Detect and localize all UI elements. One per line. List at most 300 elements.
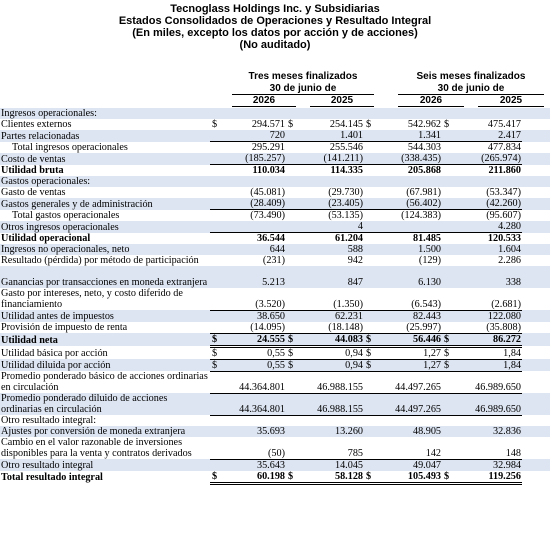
row-label: Otros ingresos operacionales (0, 221, 210, 233)
table-row (0, 187, 550, 198)
row-label: Cambio en el valor razonable de inversiones disponibles para la venta y contratos derivados (1, 437, 192, 459)
table-row (0, 333, 550, 346)
value-cell: 114.335 (330, 165, 363, 176)
currency-symbol (364, 322, 376, 334)
row-label: Utilidad bruta (1, 165, 64, 176)
currency-symbol (286, 198, 300, 210)
value-cell: 36.544 (256, 233, 285, 244)
value-cell: 847 (300, 266, 364, 288)
value-cell: (53.347) (486, 187, 521, 198)
table-row (0, 153, 550, 165)
value-cell: 255.546 (329, 142, 363, 153)
currency-symbol (210, 459, 222, 471)
row-label: Costo de ventas (0, 153, 210, 165)
currency-symbol (286, 165, 300, 177)
row-label: Promedio ponderado diluido de acciones ordinarias en circulación (0, 393, 210, 415)
currency-symbol (442, 165, 456, 177)
row-label: Resultado (pérdida) por método de participación (1, 255, 199, 266)
value-cell: 4 (300, 221, 364, 233)
row-spacer (522, 165, 550, 177)
value-cell: 44.364.801 (222, 371, 286, 393)
value-cell: 122.080 (456, 310, 522, 322)
currency-symbol (210, 221, 222, 233)
currency-symbol (286, 233, 300, 245)
row-spacer (522, 198, 550, 210)
currency-symbol (364, 426, 376, 437)
value-cell: 46.989.650 (456, 393, 522, 415)
value-cell: 44.364.801 (222, 393, 286, 415)
currency-symbol: $ (442, 471, 456, 484)
table-row (0, 322, 550, 334)
row-spacer (522, 393, 550, 415)
currency-symbol (210, 153, 222, 165)
value-cell: 0,94 (300, 346, 364, 359)
value-cell (222, 176, 286, 187)
currency-symbol (210, 371, 222, 393)
value-cell: 477.834 (487, 142, 521, 153)
statement-title: Estados Consolidados de Operaciones y Resultado Integral (118, 15, 432, 27)
value-cell: (53.135) (328, 210, 363, 221)
value-cell: (35.808) (456, 322, 522, 334)
value-cell: 148 (456, 437, 522, 459)
value-cell: (2.681) (456, 288, 522, 310)
value-cell (456, 108, 522, 119)
value-cell: 785 (300, 437, 364, 459)
value-cell: 49.047 (376, 459, 442, 471)
table-row (0, 176, 550, 187)
currency-symbol (442, 221, 456, 233)
value-cell: 1.341 (376, 130, 442, 142)
currency-symbol: $ (286, 333, 300, 346)
value-cell (300, 415, 364, 426)
row-label: Utilidad neta (0, 333, 210, 346)
table-row (0, 459, 550, 471)
three-months-year-2026: 2026 (232, 95, 296, 107)
value-cell: 120.533 (487, 233, 521, 244)
value-cell: 46.989.650 (456, 371, 522, 393)
currency-symbol (286, 415, 300, 426)
currency-symbol (364, 187, 376, 198)
currency-symbol (364, 255, 376, 266)
value-cell: 1,84 (456, 359, 522, 371)
row-label: Gasto de ventas (1, 187, 66, 198)
value-cell: 44.083 (300, 333, 364, 346)
table-row (0, 437, 550, 459)
row-label: Total ingresos operacionales (12, 142, 128, 153)
value-cell (222, 221, 286, 233)
row-label: Utilidad operacional (1, 233, 91, 244)
currency-symbol (442, 176, 456, 187)
company-name: Tecnoglass Holdings Inc. y Subsidiarias (170, 3, 380, 15)
currency-symbol (210, 198, 222, 210)
table-row (0, 142, 550, 154)
currency-symbol (442, 108, 456, 119)
value-cell (376, 176, 442, 187)
currency-symbol (286, 176, 300, 187)
currency-symbol (442, 233, 456, 245)
currency-symbol (286, 426, 300, 437)
currency-symbol (286, 393, 300, 415)
currency-symbol (364, 165, 376, 177)
currency-symbol (364, 198, 376, 210)
table-row (0, 210, 550, 222)
currency-symbol: $ (442, 359, 456, 371)
value-cell: 254.145 (329, 119, 363, 130)
currency-symbol (364, 437, 376, 459)
value-cell: 13.260 (300, 426, 364, 437)
currency-symbol (364, 459, 376, 471)
value-cell: 1.604 (456, 244, 522, 255)
value-cell: 4.280 (456, 221, 522, 233)
currency-symbol: $ (288, 119, 294, 130)
value-cell: 544.303 (407, 142, 441, 153)
row-spacer (522, 142, 550, 154)
currency-symbol: $ (210, 471, 222, 484)
value-cell (300, 176, 364, 187)
currency-symbol (442, 371, 456, 393)
value-cell: 0,55 (222, 346, 286, 359)
row-label: Total resultado integral (1, 472, 103, 483)
value-cell: 86.272 (456, 333, 522, 346)
currency-symbol (442, 310, 456, 322)
six-months-year-2025: 2025 (478, 95, 544, 107)
currency-symbol: $ (364, 471, 376, 484)
value-cell: 294.571 (251, 119, 285, 130)
row-spacer (522, 426, 550, 437)
value-cell: 81.485 (412, 233, 441, 244)
row-label: Total gastos operacionales (12, 210, 120, 221)
row-spacer (522, 119, 550, 130)
value-cell: 2.286 (498, 255, 521, 266)
three-months-heading: Tres meses finalizados (248, 71, 358, 82)
row-spacer (522, 322, 550, 334)
currency-symbol: $ (212, 119, 218, 130)
currency-symbol (286, 437, 300, 459)
row-label: Clientes externos (1, 119, 72, 130)
currency-symbol: $ (442, 333, 456, 346)
currency-symbol (210, 165, 222, 177)
audit-note: (No auditado) (239, 39, 311, 51)
value-cell: 24.555 (222, 333, 286, 346)
row-spacer (522, 459, 550, 471)
value-cell (222, 415, 286, 426)
value-cell: (95.607) (486, 210, 521, 221)
currency-symbol (210, 437, 222, 459)
six-months-heading: Seis meses finalizados (416, 71, 526, 82)
row-spacer (522, 108, 550, 119)
row-label: Gastos generales y de administración (0, 198, 210, 210)
value-cell: 105.493 (376, 471, 442, 484)
row-spacer (522, 130, 550, 142)
row-spacer (522, 415, 550, 426)
value-cell: 5.213 (222, 266, 286, 288)
currency-symbol (364, 130, 376, 142)
value-cell: 44.497.265 (376, 393, 442, 415)
six-months-year-2026: 2026 (398, 95, 464, 107)
currency-symbol (286, 108, 300, 119)
value-cell: 1,27 (376, 346, 442, 359)
value-cell: (14.095) (222, 322, 286, 334)
currency-symbol (442, 198, 456, 210)
currency-symbol: $ (364, 359, 376, 371)
currency-symbol (286, 130, 300, 142)
table-row (0, 108, 550, 119)
row-spacer (522, 333, 550, 346)
row-label: Ajustes por conversión de moneda extranjera (0, 426, 210, 437)
table-row (0, 471, 550, 484)
currency-symbol (364, 176, 376, 187)
currency-symbol: $ (286, 359, 300, 371)
currency-symbol (210, 393, 222, 415)
currency-symbol (442, 459, 456, 471)
currency-symbol: $ (286, 471, 300, 484)
value-cell: 60.198 (222, 471, 286, 484)
currency-symbol: $ (442, 346, 456, 359)
units-note: (En miles, excepto los datos por acción y de acciones) (132, 27, 418, 39)
value-cell: 338 (456, 266, 522, 288)
currency-symbol (442, 393, 456, 415)
currency-symbol (286, 187, 300, 198)
value-cell: (42.260) (456, 198, 522, 210)
three-months-period: 30 de junio de (232, 83, 374, 95)
value-cell: 14.045 (300, 459, 364, 471)
value-cell: 1,84 (456, 346, 522, 359)
currency-symbol (442, 255, 456, 266)
value-cell: (29.730) (328, 187, 363, 198)
currency-symbol (286, 221, 300, 233)
value-cell: 644 (222, 244, 286, 255)
value-cell: (18.148) (300, 322, 364, 334)
row-label: Utilidad básica por acción (1, 348, 108, 359)
currency-symbol (210, 130, 222, 142)
value-cell: 2.417 (456, 130, 522, 142)
value-cell: (45.081) (250, 187, 285, 198)
value-cell: 1,27 (376, 359, 442, 371)
value-cell (376, 108, 442, 119)
row-label: Gasto por intereses, neto, y costo diferido de financiamiento (1, 288, 183, 310)
value-cell: 44.497.265 (376, 371, 442, 393)
value-cell: 6.130 (376, 266, 442, 288)
currency-symbol (210, 288, 222, 310)
value-cell: 48.905 (376, 426, 442, 437)
currency-symbol (286, 322, 300, 334)
currency-symbol (442, 288, 456, 310)
currency-symbol (210, 415, 222, 426)
row-label: Ingresos no operacionales, neto (0, 244, 210, 255)
row-spacer (522, 187, 550, 198)
value-cell: 35.643 (222, 459, 286, 471)
currency-symbol (210, 244, 222, 255)
value-cell: (28.409) (222, 198, 286, 210)
currency-symbol (286, 142, 300, 154)
table-row (0, 426, 550, 437)
value-cell: (6.543) (376, 288, 442, 310)
value-cell: 295.291 (251, 142, 285, 153)
value-cell: (265.974) (456, 153, 522, 165)
value-cell: (67.981) (406, 187, 441, 198)
value-cell: (25.997) (376, 322, 442, 334)
table-row (0, 415, 550, 426)
value-cell: 942 (347, 255, 363, 266)
row-spacer (522, 176, 550, 187)
row-spacer (522, 255, 550, 266)
currency-symbol (364, 233, 376, 245)
currency-symbol (442, 426, 456, 437)
currency-symbol (364, 266, 376, 288)
value-cell: (1.350) (300, 288, 364, 310)
row-label: Provisión de impuesto de renta (1, 322, 128, 333)
currency-symbol (364, 415, 376, 426)
row-spacer (522, 244, 550, 255)
currency-symbol (210, 187, 222, 198)
row-label: Utilidad diluida por acción (0, 359, 210, 371)
value-cell: 35.693 (222, 426, 286, 437)
currency-symbol: $ (210, 346, 222, 359)
currency-symbol (210, 142, 222, 154)
financial-statement-table (0, 108, 550, 485)
currency-symbol (442, 153, 456, 165)
value-cell (376, 415, 442, 426)
value-cell: 38.650 (222, 310, 286, 322)
currency-symbol: $ (364, 346, 376, 359)
value-cell: (50) (222, 437, 286, 459)
currency-symbol (442, 130, 456, 142)
currency-symbol (442, 266, 456, 288)
table-row (0, 233, 550, 245)
currency-symbol (286, 244, 300, 255)
row-label: Utilidad antes de impuestos (0, 310, 210, 322)
table-row (0, 266, 550, 288)
three-months-year-2025: 2025 (310, 95, 374, 107)
currency-symbol (442, 210, 456, 222)
currency-symbol (286, 288, 300, 310)
currency-symbol: $ (286, 346, 300, 359)
value-cell: (231) (262, 255, 285, 266)
value-cell: 0,94 (300, 359, 364, 371)
currency-symbol (364, 244, 376, 255)
value-cell: 58.128 (300, 471, 364, 484)
currency-symbol (364, 153, 376, 165)
row-spacer (522, 221, 550, 233)
value-cell: 1.500 (376, 244, 442, 255)
table-row (0, 371, 550, 393)
table-row (0, 288, 550, 310)
table-row (0, 165, 550, 177)
currency-symbol (442, 244, 456, 255)
row-label: Ingresos operacionales: (0, 108, 210, 119)
value-cell (300, 108, 364, 119)
row-spacer (522, 310, 550, 322)
table-row (0, 130, 550, 142)
table-row (0, 393, 550, 415)
value-cell: 205.868 (407, 165, 441, 176)
value-cell: (129) (418, 255, 441, 266)
currency-symbol: $ (366, 119, 372, 130)
currency-symbol (442, 437, 456, 459)
row-spacer (522, 471, 550, 484)
currency-symbol (210, 233, 222, 245)
row-label: Gastos operacionales: (0, 176, 210, 187)
currency-symbol (364, 210, 376, 222)
currency-symbol (210, 310, 222, 322)
currency-symbol (210, 210, 222, 222)
currency-symbol (210, 108, 222, 119)
value-cell: (185.257) (222, 153, 286, 165)
row-spacer (522, 153, 550, 165)
row-label: Otro resultado integral: (1, 415, 97, 426)
value-cell: 1.401 (300, 130, 364, 142)
table-row (0, 359, 550, 371)
currency-symbol (286, 310, 300, 322)
currency-symbol (364, 221, 376, 233)
currency-symbol (210, 255, 222, 266)
currency-symbol (210, 266, 222, 288)
value-cell: 211.860 (488, 165, 521, 176)
currency-symbol (364, 108, 376, 119)
value-cell (376, 221, 442, 233)
table-row (0, 255, 550, 266)
row-label: Partes relacionadas (0, 130, 210, 142)
currency-symbol (210, 176, 222, 187)
value-cell: 119.256 (456, 471, 522, 484)
value-cell: 110.034 (252, 165, 285, 176)
value-cell: 142 (376, 437, 442, 459)
value-cell (456, 415, 522, 426)
value-cell (456, 176, 522, 187)
currency-symbol: $ (364, 333, 376, 346)
value-cell: (56.402) (376, 198, 442, 210)
value-cell: 32.984 (456, 459, 522, 471)
table-row (0, 119, 550, 130)
value-cell: 720 (222, 130, 286, 142)
value-cell: 475.417 (487, 119, 521, 130)
value-cell: 61.204 (334, 233, 363, 244)
currency-symbol (442, 142, 456, 154)
value-cell: (141.211) (300, 153, 364, 165)
currency-symbol: $ (210, 333, 222, 346)
row-spacer (522, 210, 550, 222)
six-months-period: 30 de junio de (398, 83, 544, 95)
value-cell: 542.962 (407, 119, 441, 130)
table-row (0, 221, 550, 233)
currency-symbol (364, 393, 376, 415)
value-cell: 46.988.155 (300, 371, 364, 393)
value-cell: 0,55 (222, 359, 286, 371)
row-spacer (522, 288, 550, 310)
currency-symbol (442, 322, 456, 334)
row-label: Otro resultado integral (0, 459, 210, 471)
value-cell: (73.490) (250, 210, 285, 221)
row-label: Promedio ponderado básico de acciones ordinarias en circulación (1, 371, 208, 393)
currency-symbol (364, 310, 376, 322)
value-cell: (23.405) (300, 198, 364, 210)
row-label: Ganancias por transacciones en moneda extranjera (0, 266, 210, 288)
row-spacer (522, 437, 550, 459)
row-spacer (522, 346, 550, 359)
table-row (0, 310, 550, 322)
value-cell: (3.520) (222, 288, 286, 310)
currency-symbol (286, 255, 300, 266)
value-cell: 46.988.155 (300, 393, 364, 415)
currency-symbol (286, 266, 300, 288)
row-spacer (522, 371, 550, 393)
value-cell: (338.435) (376, 153, 442, 165)
value-cell: 62.231 (300, 310, 364, 322)
currency-symbol (286, 153, 300, 165)
currency-symbol (210, 426, 222, 437)
value-cell: 82.443 (376, 310, 442, 322)
currency-symbol (286, 210, 300, 222)
